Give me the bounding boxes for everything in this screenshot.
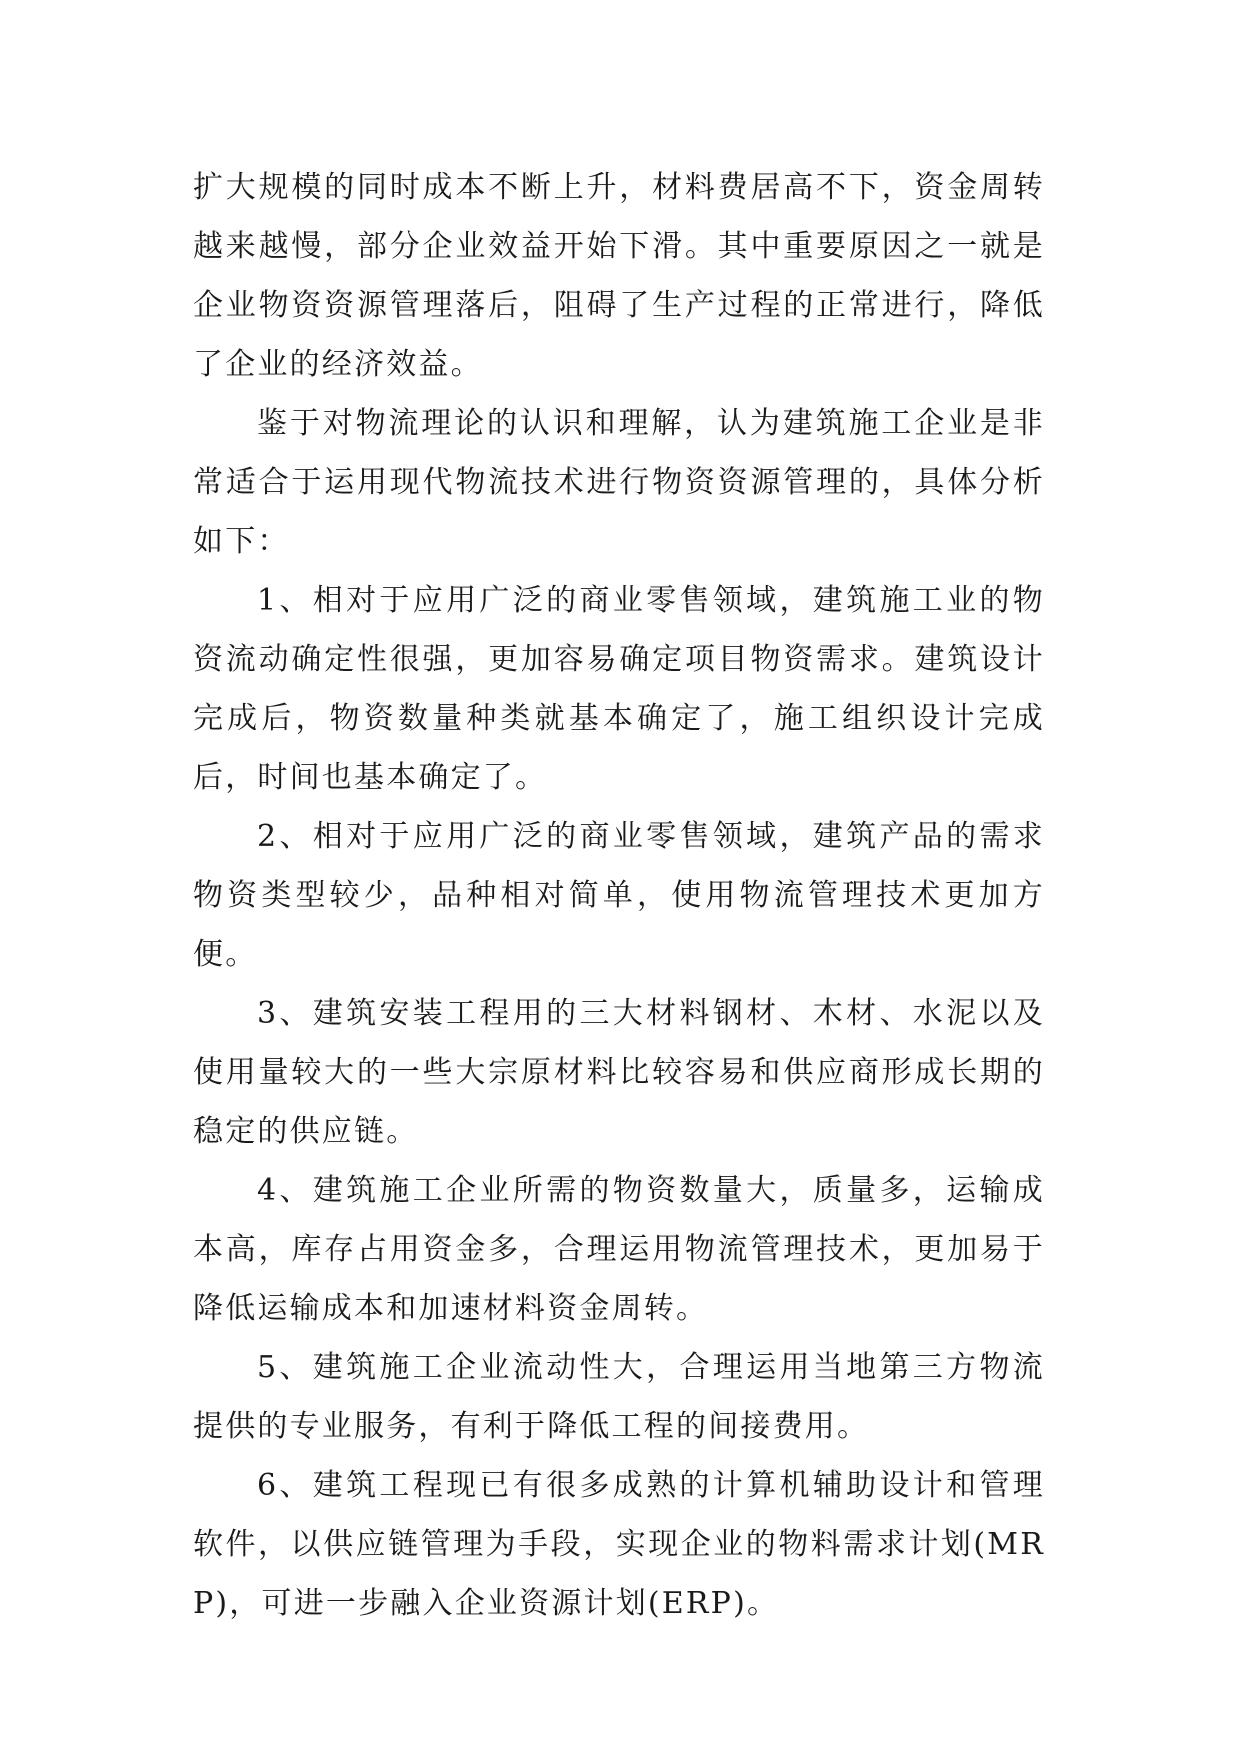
list-item-2: 2、相对于应用广泛的商业零售领域，建筑产品的需求物资类型较少，品种相对简单，使用物流管理技术更加方便。 [193, 819, 1045, 972]
list-item-1: 1、相对于应用广泛的商业零售领域，建筑施工业的物资流动确定性很强，更加容易确定项目物资需求。建筑设计完成后，物资数量种类就基本确定了，施工组织设计完成后，时间也基本确定了。 [193, 583, 1045, 795]
list-item-6: 6、建筑工程现已有很多成熟的计算机辅助设计和管理软件，以供应链管理为手段，实现企业的物料需求计划(MRP)，可进一步融入企业资源计划(ERP)。 [193, 1468, 1045, 1621]
paragraph-continuation: 扩大规模的同时成本不断上升，材料费居高不下，资金周转越来越慢，部分企业效益开始下滑。其中重要原因之一就是企业物资资源管理落后，阻碍了生产过程的正常进行，降低了企业的经济效益。 [193, 170, 1045, 382]
list-item-3: 3、建筑安装工程用的三大材料钢材、木材、水泥以及使用量较大的一些大宗原材料比较容易和供应商形成长期的稳定的供应链。 [193, 996, 1045, 1149]
list-item-5: 5、建筑施工企业流动性大，合理运用当地第三方物流提供的专业服务，有利于降低工程的间接费用。 [193, 1350, 1045, 1444]
list-item-4: 4、建筑施工企业所需的物资数量大，质量多，运输成本高，库存占用资金多，合理运用物流管理技术，更加易于降低运输成本和加速材料资金周转。 [193, 1173, 1045, 1326]
document-body [193, 158, 1045, 1633]
paragraph-intro: 鉴于对物流理论的认识和理解，认为建筑施工企业是非常适合于运用现代物流技术进行物资资源管理的，具体分析如下： [193, 406, 1045, 559]
